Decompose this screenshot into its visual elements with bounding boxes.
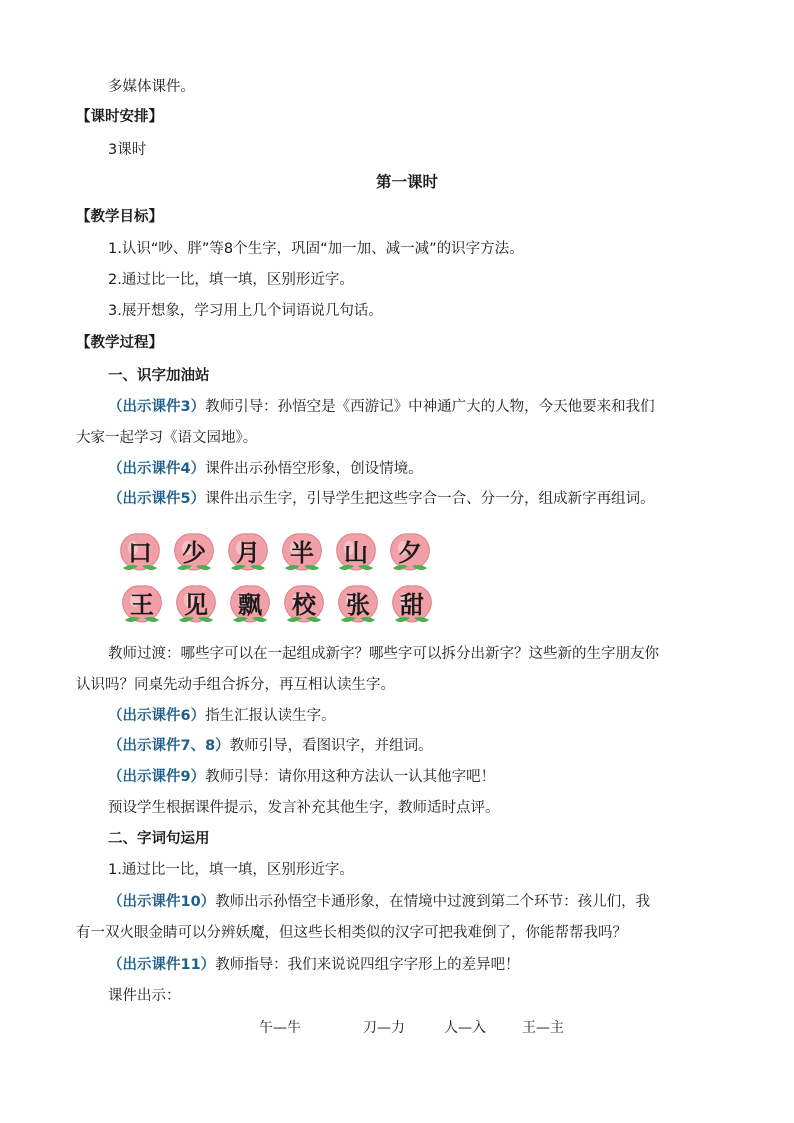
- slide-hint: （出示课件3）: [108, 399, 206, 415]
- paragraph: [108, 955, 520, 975]
- paragraph-text: 1.通过比一比，填一填，区别形近字。: [108, 862, 354, 878]
- peach-character: 王: [130, 589, 154, 619]
- goal-item: 1.认识“吵、胖”等8个生字，巩固“加一加、减一减”的识字方法。: [108, 241, 524, 257]
- peach-tile: [171, 528, 217, 572]
- paragraph: [108, 459, 423, 479]
- paragraph: [108, 767, 495, 787]
- char-pair: 王—主: [522, 1020, 564, 1036]
- peach-character: 月: [236, 537, 260, 567]
- slide-hint: （出示课件9）: [108, 769, 206, 785]
- peach-character: 张: [346, 589, 370, 619]
- slide-hint: （出示课件11）: [108, 957, 216, 973]
- paragraph-text: 教师指导：我们来说说四组字字形上的差异吧！: [215, 957, 520, 973]
- schedule-heading: 【课时安排】: [76, 109, 163, 125]
- peach-tile: [227, 580, 273, 624]
- section1-title: 一、识字加油站: [108, 368, 210, 384]
- char-pair: 午—牛: [259, 1020, 301, 1036]
- peach-tile: [119, 580, 165, 624]
- paragraph-text: 教师引导，看图识字，并组词。: [229, 738, 433, 754]
- paragraph-text: 课件出示孙悟空形象，创设情境。: [205, 461, 423, 477]
- peach-character: 口: [128, 537, 152, 567]
- goal-item: 3.展开想象，学习用上几个词语说几句话。: [108, 303, 383, 319]
- paragraph: [108, 736, 433, 756]
- peach-character: 山: [344, 537, 368, 567]
- paragraph: [108, 892, 650, 912]
- goal-item: 2.通过比一比，填一填，区别形近字。: [108, 272, 354, 288]
- goals-heading: 【教学目标】: [76, 209, 163, 225]
- paragraph-text: 教师出示孙悟空卡通形象，在情境中过渡到第二个环节：孩儿们，我: [215, 894, 651, 910]
- lesson-title: 第一课时: [376, 173, 439, 191]
- slide-hint: （出示课件5）: [108, 491, 206, 507]
- peach-character: 甜: [400, 589, 424, 619]
- paragraph: [108, 397, 655, 417]
- slide-hint: （出示课件7、8）: [108, 738, 230, 754]
- peach-tile: [279, 528, 325, 572]
- paragraph-text: 指生汇报认读生字。: [205, 708, 336, 724]
- paragraph-text: 课件出示生字，引导学生把这些字合一合、分一分，组成新字再组词。: [205, 491, 655, 507]
- peach-tile: [389, 580, 435, 624]
- peach-tile: [117, 528, 163, 572]
- paragraph: [108, 706, 336, 726]
- peach-character: 少: [182, 537, 206, 567]
- paragraph-continuation: 认识吗？同桌先动手组合拆分，再互相认读生字。: [76, 677, 395, 693]
- peach-character: 校: [292, 589, 316, 619]
- peach-tile: [333, 528, 379, 572]
- peach-tile: [281, 580, 327, 624]
- peach-character: 见: [184, 589, 208, 619]
- peach-tile: [173, 580, 219, 624]
- slide-hint: （出示课件10）: [108, 894, 216, 910]
- paragraph-continuation: 大家一起学习《语文园地》。: [76, 430, 258, 446]
- materials-line: 多媒体课件。: [108, 79, 195, 95]
- peach-tile: [225, 528, 271, 572]
- char-pair: 刀—力: [363, 1020, 405, 1036]
- paragraph-text: 教师引导：请你用这种方法认一认其他字吧！: [205, 769, 496, 785]
- slide-hint: （出示课件4）: [108, 461, 206, 477]
- char-pair: 人—入: [444, 1020, 486, 1036]
- paragraph-text: 教师过渡：哪些字可以在一起组成新字？哪些字可以拆分出新字？这些新的生字朋友你: [108, 646, 659, 662]
- peach-tile: [387, 528, 433, 572]
- peach-character: 半: [290, 537, 314, 567]
- peach-character: 飘: [238, 589, 262, 619]
- paragraph-text: 预设学生根据课件提示，发言补充其他生字，教师适时点评。: [108, 800, 500, 816]
- process-heading: 【教学过程】: [76, 335, 163, 351]
- paragraph-continuation: 有一双火眼金睛可以分辨妖魔，但这些长相类似的汉字可把我难倒了，你能帮帮我吗？: [76, 925, 627, 941]
- paragraph-text: 课件出示：: [108, 988, 181, 1004]
- schedule-text: 3课时: [108, 142, 147, 158]
- paragraph: [108, 489, 655, 509]
- peach-character: 夕: [398, 537, 422, 567]
- peach-tile: [335, 580, 381, 624]
- paragraph-text: 教师引导：孙悟空是《西游记》中神通广大的人物，今天他要来和我们: [205, 399, 655, 415]
- section2-title: 二、字词句运用: [108, 831, 210, 847]
- slide-hint: （出示课件6）: [108, 708, 206, 724]
